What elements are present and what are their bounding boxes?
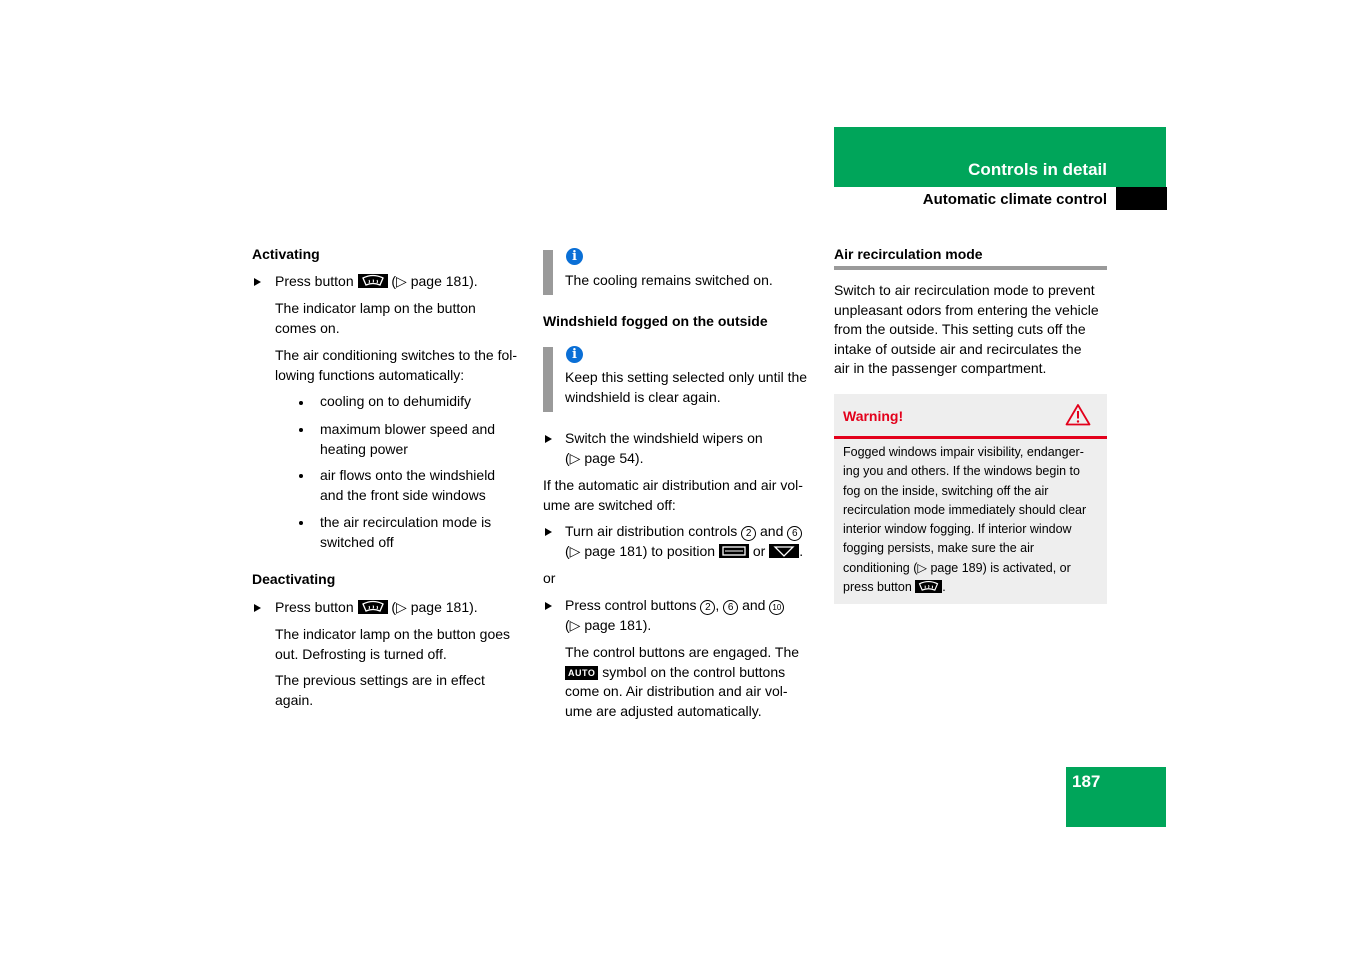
warning-title: Warning! xyxy=(843,408,904,424)
auto-symbol-icon: AUTO xyxy=(565,666,598,680)
heading-rule xyxy=(834,266,1107,270)
bullet-dot xyxy=(299,428,303,432)
info-note-2: Keep this setting selected only until the windshield is clear again. xyxy=(565,369,808,405)
deactivate-step: Press button (▷ page 181). xyxy=(275,599,478,615)
control-number-10: 10 xyxy=(769,600,784,615)
or-text: or xyxy=(543,570,556,586)
warning-text: Fogged windows impair visibility, endanger- ing you and others. If the windows begin to fog on the inside, switching off the air recirculation mode immediately should clear interior window fogging. If interior window fogging persists, make sure the air conditioning (▷ page 189) is activated, or press button . xyxy=(843,445,1087,595)
subsection-title: Automatic climate control xyxy=(922,191,1107,208)
section-title: Controls in detail xyxy=(968,160,1107,179)
wiper-step: Switch the windshield wipers on (▷ page 54). xyxy=(565,430,763,466)
bullet-dot xyxy=(299,401,303,405)
bullet-item: maximum blower speed and heating power xyxy=(320,421,496,457)
distribution-step: Turn air distribution controls 2 and 6 (▷ page 181) to position or . xyxy=(565,523,804,559)
defrost-button-icon xyxy=(358,600,388,614)
defrost-position-icon xyxy=(769,544,799,558)
auto-paragraph: The control buttons are engaged. The AUTO symbol on the control buttons come on. Air distribution and air vol- ume are adjusted automatically. xyxy=(565,644,800,719)
control-number-6: 6 xyxy=(723,600,738,615)
defrost-button-icon xyxy=(358,274,388,288)
control-number-2: 2 xyxy=(741,526,756,541)
control-buttons-step: Press control buttons 2 , 6 and 10 (▷ page 181). xyxy=(565,596,784,635)
bullet-dot xyxy=(299,521,303,525)
warning-triangle-icon xyxy=(1065,403,1091,431)
bullet-item: air flows onto the windshield and the front side windows xyxy=(320,467,496,503)
heading-deactivating: Deactivating xyxy=(252,571,336,587)
info-icon: i xyxy=(566,346,583,363)
switched-off-paragraph: If the automatic air distribution and air vol- ume are switched off: xyxy=(543,477,803,513)
deactivate-note-2: The previous settings are in effect again. xyxy=(275,672,485,708)
windshield-position-icon xyxy=(719,544,749,558)
deactivate-note-1: The indicator lamp on the button goes out. Defrosting is turned off. xyxy=(275,626,511,662)
activate-note-2: The air conditioning switches to the fol- lowing functions automatically: xyxy=(275,347,518,383)
control-number-6: 6 xyxy=(787,526,802,541)
step-arrow-icon xyxy=(545,435,552,443)
info-bar xyxy=(543,347,553,412)
activate-note-1: The indicator lamp on the button comes on. xyxy=(275,300,476,336)
heading-activating: Activating xyxy=(252,246,320,262)
header-tab xyxy=(1116,187,1167,210)
info-bar xyxy=(543,250,553,295)
bullet-item: the air recirculation mode is switched off xyxy=(320,514,492,550)
recirculation-body: Switch to air recirculation mode to prevent unpleasant odors from entering the vehicle from the outside. This setting cuts off the intake of outside air and recirculates the air in the passenger compartment. xyxy=(834,282,1099,376)
page-number: 187 xyxy=(1072,772,1101,791)
heading-air-recirculation: Air recirculation mode xyxy=(834,246,983,262)
bullet-dot xyxy=(299,474,303,478)
step-arrow-icon xyxy=(545,528,552,536)
activate-step: Press button (▷ page 181). xyxy=(275,273,478,289)
info-note-1: The cooling remains switched on. xyxy=(565,272,773,288)
step-arrow-icon xyxy=(254,278,261,286)
heading-fogged-outside: Windshield fogged on the outside xyxy=(543,313,768,329)
step-arrow-icon xyxy=(545,602,552,610)
step-arrow-icon xyxy=(254,604,261,612)
defrost-button-icon xyxy=(915,580,942,593)
bullet-item: cooling on to dehumidify xyxy=(320,393,471,409)
control-number-2: 2 xyxy=(700,600,715,615)
warning-rule xyxy=(834,436,1107,439)
info-icon: i xyxy=(566,248,583,265)
